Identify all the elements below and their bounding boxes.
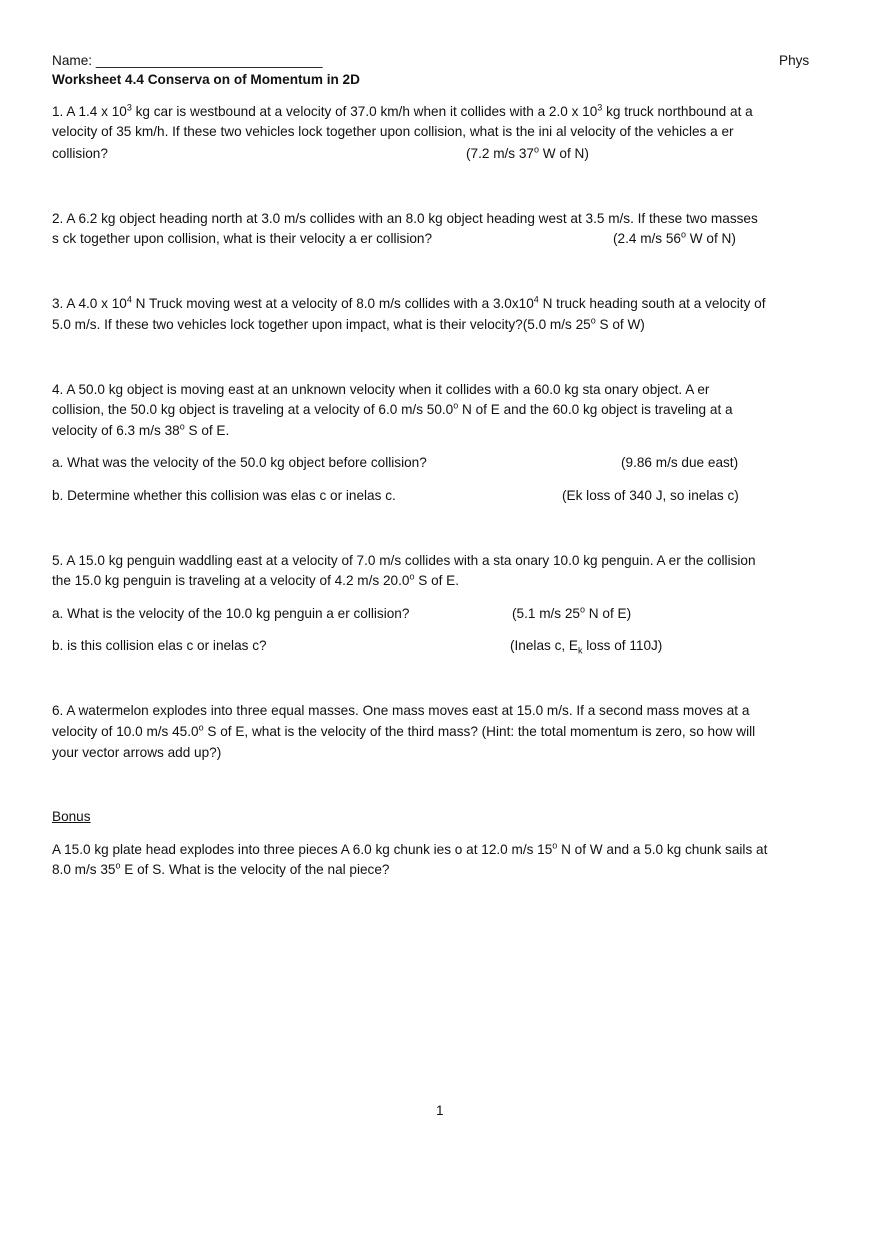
bonus-heading: Bonus bbox=[52, 809, 91, 824]
q5-part-b: b. is this collision elas c or inelas c? bbox=[52, 638, 267, 653]
q4-line-1: 4. A 50.0 kg object is moving east at an unknown velocity when it collides with a 60.0 kg sta onary object. A er bbox=[52, 382, 710, 397]
q6-line-3: your vector arrows add up?) bbox=[52, 745, 222, 760]
q6-line-1: 6. A watermelon explodes into three equal masses. One mass moves east at 15.0 m/s. If a second mass moves at a bbox=[52, 703, 750, 718]
q2-line-2: s ck together upon collision, what is their velocity a er collision? bbox=[52, 231, 433, 246]
q1-line-1: 1. A 1.4 x $10^3$ kg car is westbound at a velocity of 37.0 km/h when it collides with a 2.0 x $10^3$ kg truck northbound at a bbox=[52, 102, 753, 119]
bonus-line-1: A 15.0 kg plate head explodes into three pieces A 6.0 kg chunk ies o at 12.0 m/s 15$^o$ N of W and a 5.0 kg chunk sails at bbox=[52, 840, 768, 857]
q3-line-1: 3. A 4.0 x $10^4$ N Truck moving west at a velocity of 8.0 m/s collides with a $3.0x10^4$ N truck heading south at a velocity of bbox=[52, 294, 766, 311]
q5-part-a: a. What is the velocity of the 10.0 kg penguin a er collision? bbox=[52, 606, 410, 621]
q4-part-a-answer: (9.86 m/s due east) bbox=[621, 455, 739, 470]
q3-line-2: 5.0 m/s. If these two vehicles lock together upon impact, what is their velocity?(5.0 m/s 25$^o$ S of W) bbox=[52, 315, 645, 332]
q4-part-a: a. What was the velocity of the 50.0 kg object before collision? bbox=[52, 455, 427, 470]
q5-line-1: 5. A 15.0 kg penguin waddling east at a velocity of 7.0 m/s collides with a sta onary 10.0 kg penguin. A er the collision bbox=[52, 553, 756, 568]
q2-answer: (2.4 m/s 56$^o$ W of N) bbox=[613, 229, 736, 246]
q5-part-a-answer: (5.1 m/s 25$^o$ N of E) bbox=[512, 604, 632, 621]
q4-part-b: b. Determine whether this collision was elas c or inelas c. bbox=[52, 488, 396, 503]
q5-part-b-answer: (Inelas c, $E_k$ loss of 110J) bbox=[510, 638, 663, 656]
worksheet-title: Worksheet 4.4 Conserva on of Momentum in 2D bbox=[52, 72, 360, 87]
bonus-line-2: 8.0 m/s 35$^o$ E of S. What is the velocity of the nal piece? bbox=[52, 860, 390, 877]
q5-line-2: the 15.0 kg penguin is traveling at a velocity of 4.2 m/s 20.0$^o$ S of E. bbox=[52, 571, 460, 588]
page-number: 1 bbox=[436, 1103, 444, 1118]
course-label: Phys bbox=[779, 53, 810, 68]
q1-line-2: velocity of 35 km/h. If these two vehicles lock together upon collision, what is the ini al velocity of the vehicles a er bbox=[52, 124, 734, 139]
q6-line-2: velocity of 10.0 m/s 45.0$^o$ S of E, what is the velocity of the third mass? (Hint: the total momentum is zero, so how will bbox=[52, 722, 756, 739]
name-line: Name: ______________________________ bbox=[52, 53, 323, 68]
q1-line-3: collision? bbox=[52, 146, 108, 161]
q2-line-1: 2. A 6.2 kg object heading north at 3.0 m/s collides with an 8.0 kg object heading west at 3.5 m/s. If these two masses bbox=[52, 211, 758, 226]
q4-line-2: collision, the 50.0 kg object is traveling at a velocity of 6.0 m/s 50.0$^o$ N of E and the 60.0 kg object is traveling at a bbox=[52, 400, 733, 417]
q4-line-3: velocity of 6.3 m/s 38$^o$ S of E. bbox=[52, 421, 230, 438]
q4-part-b-answer: (Ek loss of 340 J, so inelas c) bbox=[562, 488, 739, 503]
q1-answer: (7.2 m/s 37$^o$ W of N) bbox=[466, 144, 589, 161]
